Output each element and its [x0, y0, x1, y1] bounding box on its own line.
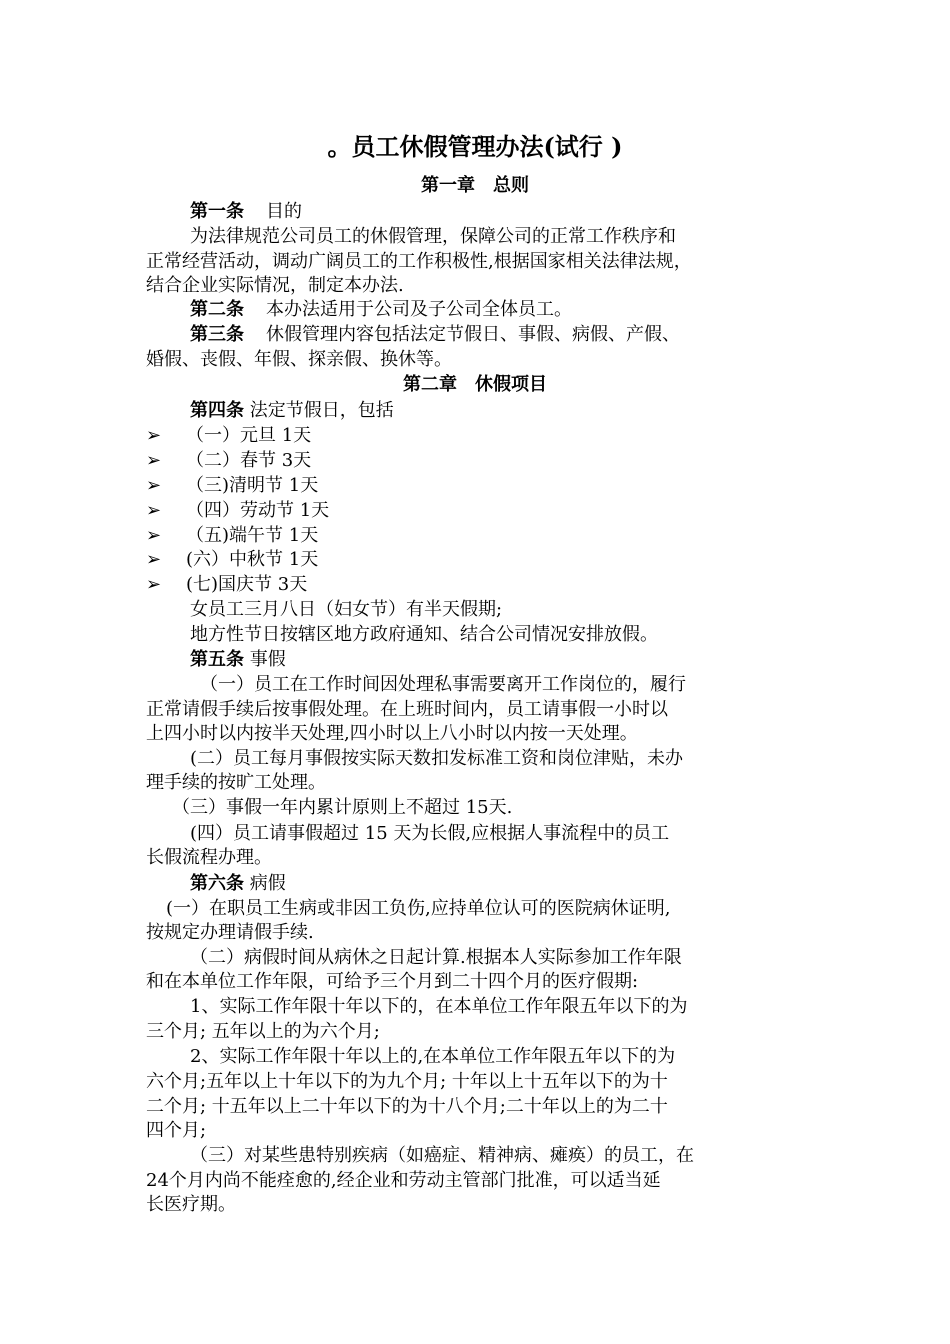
article-4-text: 法定节假日，包括	[249, 400, 394, 421]
article-3-line: 婚假、丧假、年假、探亲假、换休等。	[146, 349, 452, 370]
article-6-line: 长医疗期。	[146, 1194, 236, 1215]
article-6-line: 24个月内尚不能痊愈的,经企业和劳动主管部门批准，可以适当延	[146, 1170, 661, 1191]
article-3-number: 第三条	[190, 324, 244, 345]
article-6-line: 四个月;	[146, 1120, 207, 1141]
article-6-line: (一）在职员工生病或非因工负伤,应持单位认可的医院病休证明,	[166, 898, 671, 919]
article-3	[190, 323, 860, 347]
article-5-line: 正常请假手续后按事假处理。在上班时间内，员工请事假一小时以	[146, 699, 668, 720]
arrow-bullet-icon: ➢	[146, 500, 162, 521]
article-6-line: （三）对某些患特别疾病（如癌症、精神病、瘫痪）的员工，在	[190, 1145, 694, 1166]
holiday-list-item: ➢ （三)清明节 1天	[146, 475, 319, 496]
article-1-label: 目的	[266, 201, 302, 222]
article-6-line: 六个月;五年以上十年以下的为九个月; 十年以上十五年以下的为十	[146, 1071, 668, 1092]
local-holiday-note: 地方性节日按辖区地方政府通知、结合公司情况安排放假。	[190, 624, 658, 645]
arrow-bullet-icon: ➢	[146, 549, 162, 570]
article-6	[190, 872, 860, 896]
document-title: 。员工休假管理办法(试行 )	[327, 132, 623, 161]
article-6-line: 2、实际工作年限十年以上的,在本单位工作年限五年以下的为	[190, 1046, 676, 1067]
article-5-line: (四）员工请事假超过 15 天为长假,应根据人事流程中的员工	[190, 823, 670, 844]
article-5-line: （三）事假一年内累计原则上不超过 15天.	[172, 797, 513, 818]
article-4	[190, 399, 860, 423]
arrow-bullet-icon: ➢	[146, 425, 162, 446]
holiday-list-item: ➢ （二）春节 3天	[146, 450, 312, 471]
article-5-line: 长假流程办理。	[146, 847, 272, 868]
article-2-text: 本办法适用于公司及子公司全体员工。	[266, 299, 572, 320]
article-5-line: 理手续的按旷工处理。	[146, 772, 326, 793]
article-5-line: (二）员工每月事假按实际天数扣发标准工资和岗位津贴，未办	[190, 748, 684, 769]
holiday-list-item: ➢ （一）元旦 1天	[146, 425, 312, 446]
article-6-line: 1、实际工作年限十年以下的，在本单位工作年限五年以下的为	[190, 996, 688, 1017]
article-1-number: 第一条	[190, 201, 244, 222]
article-1-heading	[190, 200, 860, 224]
arrow-bullet-icon: ➢	[146, 574, 162, 595]
article-5	[190, 648, 860, 672]
article-2-number: 第二条	[190, 299, 244, 320]
article-2	[190, 298, 860, 322]
chapter-2-heading: 第二章 休假项目	[403, 374, 547, 395]
article-5-line: 上四小时以内按半天处理,四小时以上八小时以内按一天处理。	[146, 723, 638, 744]
article-6-text: 病假	[249, 873, 286, 894]
article-4-number: 第四条	[190, 400, 244, 421]
article-1-line: 正常经营活动，调动广阔员工的工作积极性,根据国家相关法律法规，	[146, 251, 692, 272]
article-6-line: 和在本单位工作年限，可给予三个月到二十四个月的医疗假期:	[146, 971, 639, 992]
article-6-line: 三个月; 五年以上的为六个月;	[146, 1021, 380, 1042]
article-5-line: （一）员工在工作时间因处理私事需要离开工作岗位的，履行	[200, 674, 686, 695]
article-6-line: 二个月; 十五年以上二十年以下的为十八个月;二十年以上的为二十	[146, 1096, 668, 1117]
arrow-bullet-icon: ➢	[146, 450, 162, 471]
article-3-text: 休假管理内容包括法定节假日、事假、病假、产假、	[266, 324, 680, 345]
chapter-1-heading: 第一章 总则	[421, 175, 529, 196]
arrow-bullet-icon: ➢	[146, 525, 162, 546]
holiday-list-item: ➢ (七)国庆节 3天	[146, 574, 308, 595]
arrow-bullet-icon: ➢	[146, 475, 162, 496]
holiday-list-item: ➢ （五)端午节 1天	[146, 525, 319, 546]
article-1-line: 为法律规范公司员工的休假管理，保障公司的正常工作秩序和	[190, 226, 676, 247]
article-5-text: 事假	[249, 649, 286, 670]
article-6-number: 第六条	[190, 873, 244, 894]
article-5-number: 第五条	[190, 649, 244, 670]
article-6-line: 按规定办理请假手续.	[146, 922, 314, 943]
holiday-list-item: ➢ （四）劳动节 1天	[146, 500, 330, 521]
holiday-list-item: ➢ (六）中秋节 1天	[146, 549, 319, 570]
article-1-line: 结合企业实际情况，制定本办法.	[146, 275, 404, 296]
article-6-line: （二）病假时间从病休之日起计算.根据本人实际参加工作年限	[190, 947, 682, 968]
women-day-note: 女员工三月八日（妇女节）有半天假期;	[190, 599, 503, 620]
